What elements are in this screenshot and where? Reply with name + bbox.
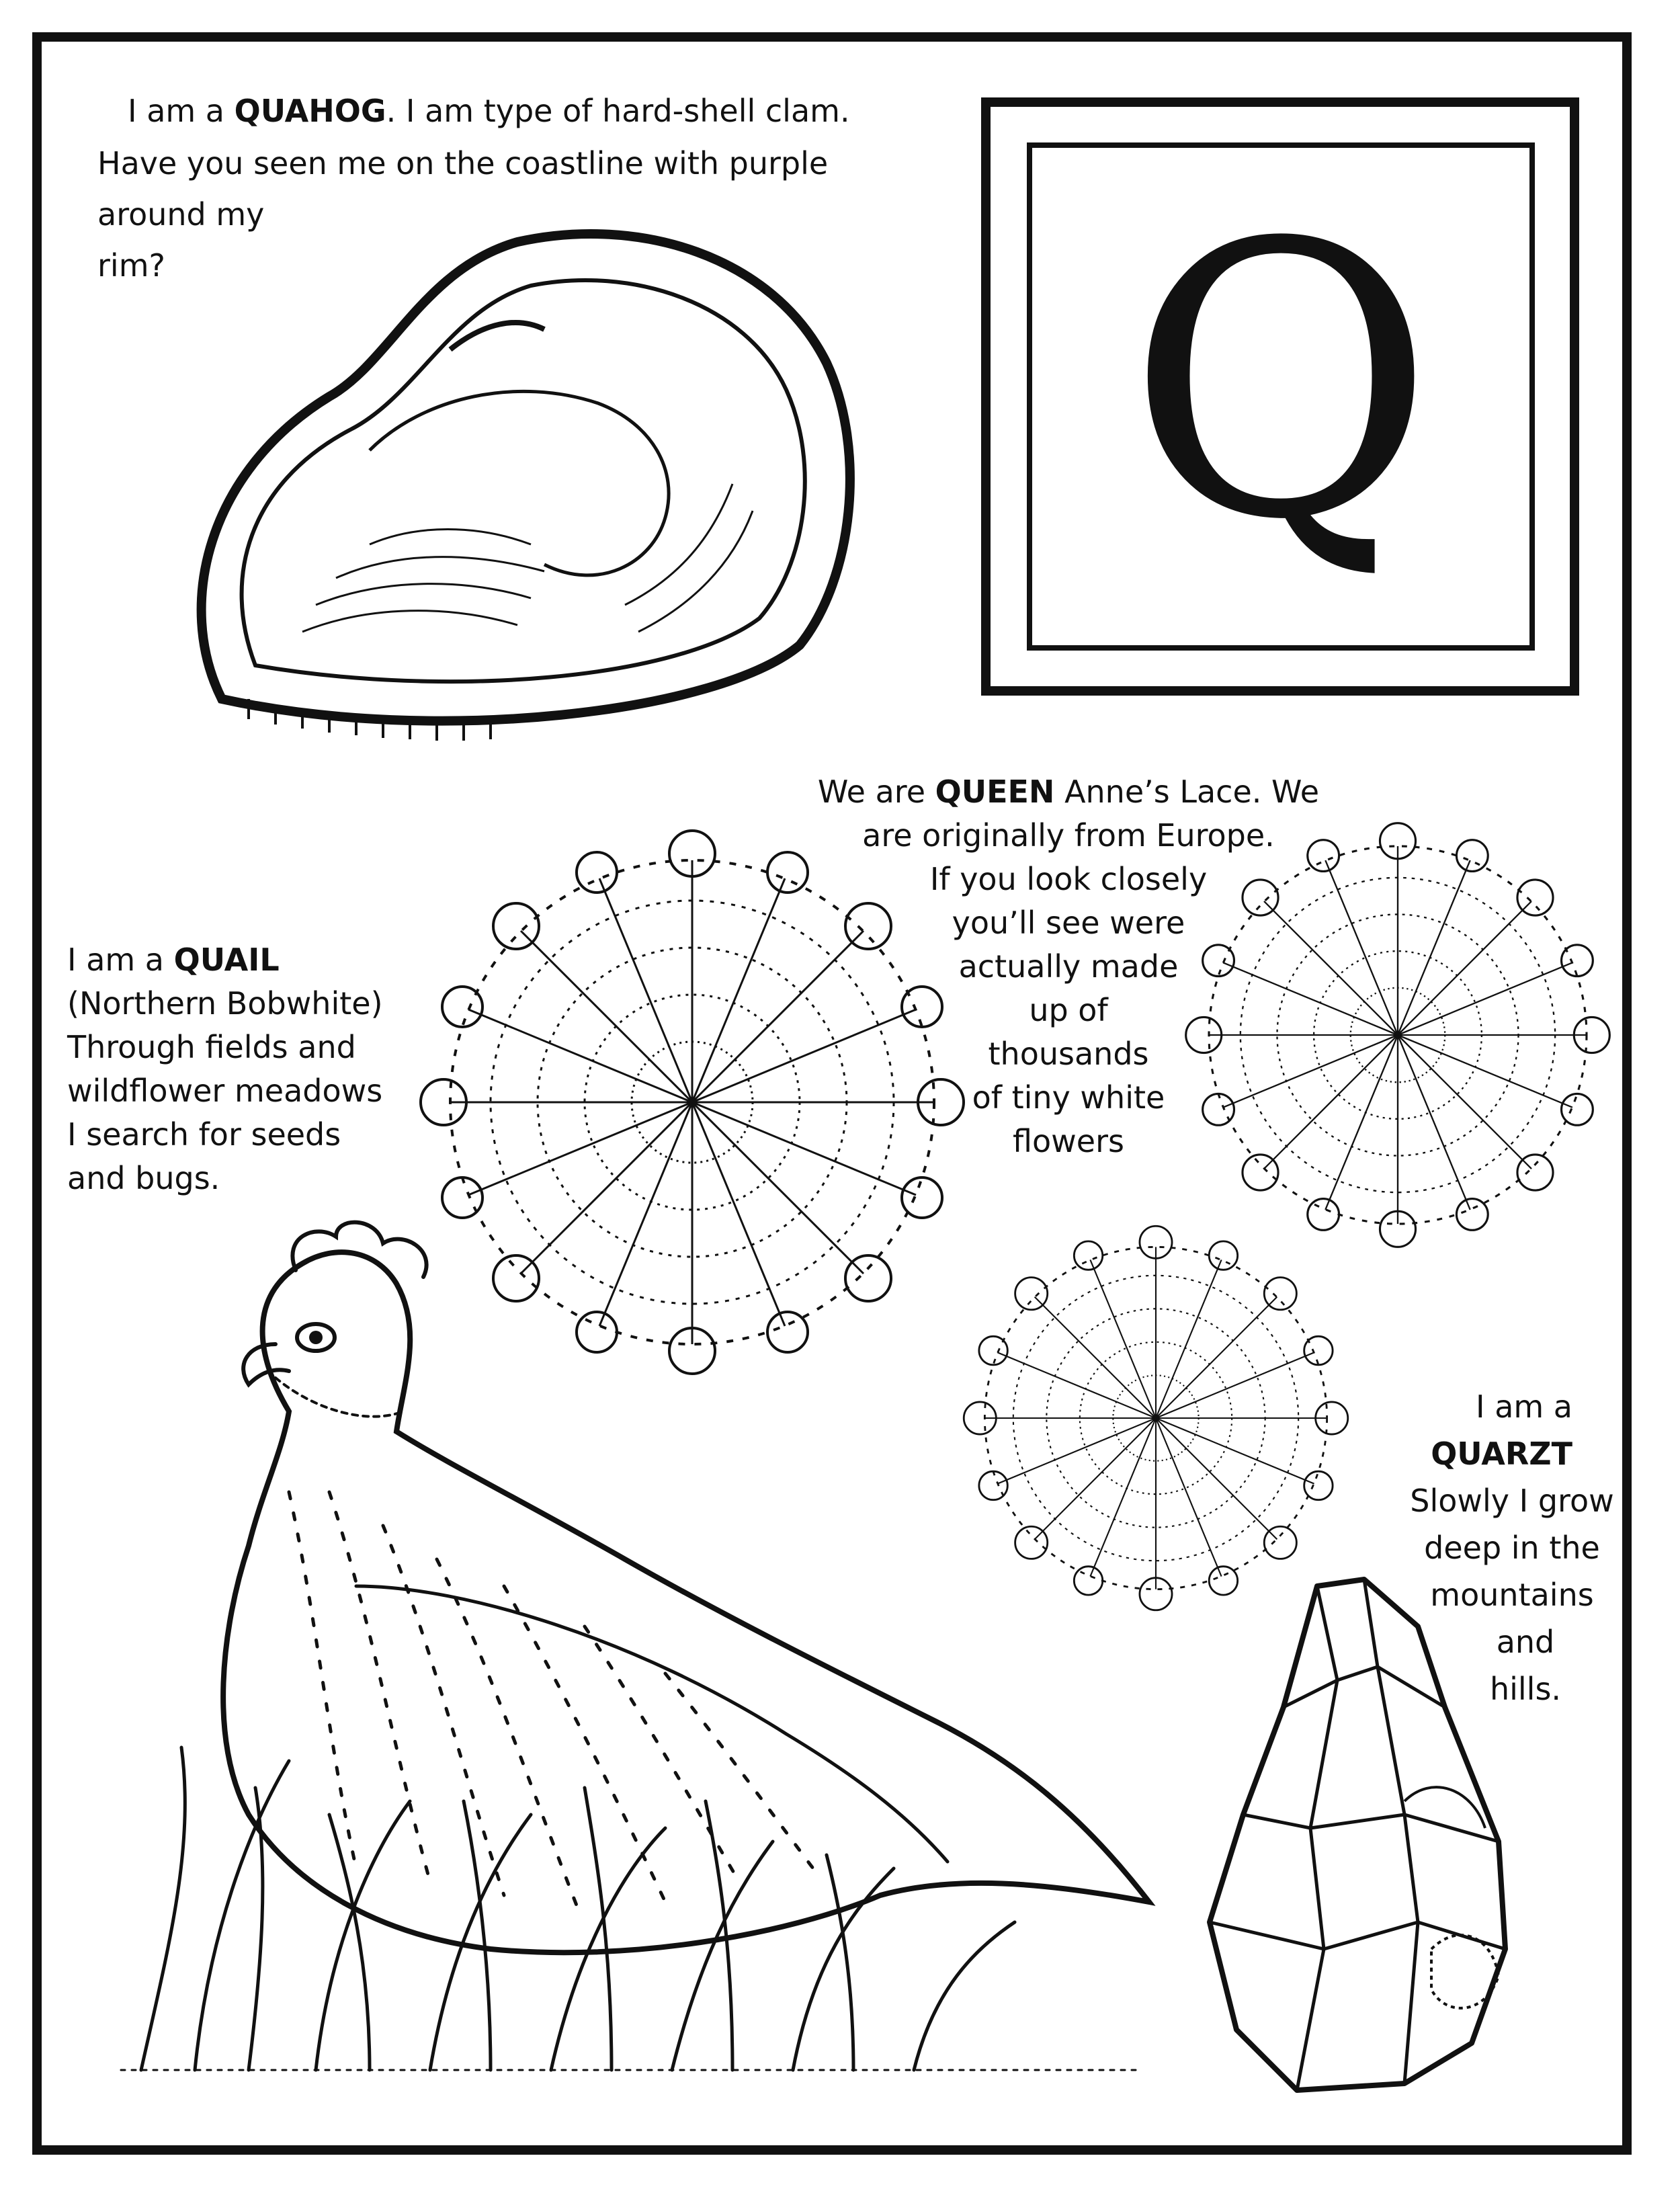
quahog-clam-illustration xyxy=(168,229,874,753)
queen-line-prefix: We are xyxy=(817,774,925,810)
quartz-line-7: hills. xyxy=(1489,1671,1562,1707)
quail-name: QUAIL xyxy=(173,942,280,978)
quartz-crystal-illustration xyxy=(1203,1573,1525,2097)
quail-line-1 xyxy=(67,938,280,982)
quartz-name-text: QUARZT xyxy=(1431,1436,1572,1472)
quail-line-3: Through fields and xyxy=(67,1029,356,1065)
quail-line-4: wildflower meadows xyxy=(67,1073,383,1109)
quahog-line-3: around my xyxy=(97,196,265,233)
quahog-line-4: rim? xyxy=(97,247,165,284)
quail-line-6: and bugs. xyxy=(67,1160,220,1196)
quartz-line-5: mountains xyxy=(1430,1577,1594,1613)
queen-line-6: up of xyxy=(1029,992,1108,1028)
queen-line-2: are originally from Europe. xyxy=(862,817,1275,854)
quartz-line-6: and xyxy=(1496,1624,1555,1660)
queen-line-4: you’ll see were xyxy=(952,905,1185,941)
queen-line-7: thousands xyxy=(988,1036,1149,1072)
featured-letter: Q xyxy=(1126,164,1435,602)
quail-line-5: I search for seeds xyxy=(67,1116,341,1153)
queen-line-5: actually made xyxy=(958,948,1179,985)
quail-bird-illustration xyxy=(114,1210,1163,2083)
quail-line-2: (Northern Bobwhite) xyxy=(67,985,383,1022)
quahog-line-suffix: . I am type of hard-shell clam. xyxy=(386,93,850,129)
quartz-line-4: deep in the xyxy=(1424,1530,1600,1566)
quahog-line-prefix: I am a xyxy=(128,93,224,129)
quahog-name: QUAHOG xyxy=(234,93,386,129)
quahog-text xyxy=(128,89,850,133)
queen-name: QUEEN xyxy=(935,774,1055,810)
quahog-line-2: Have you seen me on the coastline with purple xyxy=(97,145,829,181)
quartz-name xyxy=(1277,1432,1572,1476)
queen-line-9: flowers xyxy=(1013,1123,1124,1159)
quail-line-prefix: I am a xyxy=(67,942,164,978)
queen-line-3: If you look closely xyxy=(929,861,1208,897)
queen-line-1 xyxy=(806,770,1331,814)
queen-line-8: of tiny white xyxy=(972,1079,1165,1116)
letter-frame-inner xyxy=(1027,142,1535,651)
quartz-line-3: Slowly I grow xyxy=(1410,1483,1614,1519)
queen-line-suffix: Anne’s Lace. We xyxy=(1064,774,1320,810)
quartz-line-1: I am a xyxy=(1476,1389,1572,1425)
lace-flower-2 xyxy=(1183,820,1613,1250)
